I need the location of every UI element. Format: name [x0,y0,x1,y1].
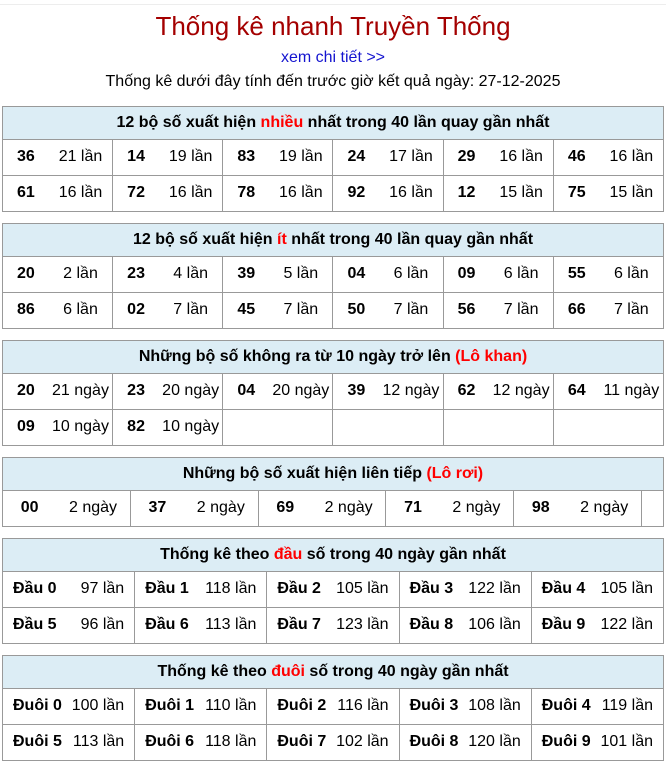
occurrence-count: 122 lần [468,580,521,598]
lotto-number: 46 [567,148,586,166]
occurrence-count: 15 lần [499,184,543,202]
number-cell [399,607,531,643]
number-count-pair [532,616,663,634]
number-cell [113,292,223,328]
number-count-pair [333,148,442,166]
occurrence-count: 7 lần [393,301,429,319]
number-count-pair [3,148,112,166]
lotto-number: 61 [17,184,35,202]
occurrence-count: 2 ngày [196,499,245,517]
occurrence-count: 118 lần [205,580,257,598]
lotto-number: 09 [457,265,476,283]
table-row [3,724,664,760]
header-text: 12 bộ số xuất hiện [116,113,261,131]
occurrence-count: 7 lần [173,301,208,319]
number-cell [553,175,663,211]
number-count-pair [259,499,386,517]
number-count-pair [554,301,663,319]
number-cell [399,724,531,760]
number-count-pair [131,499,258,517]
number-cell [3,292,113,328]
empty-cell [641,490,663,526]
number-count-pair [3,301,112,319]
lotto-number: 83 [237,148,256,166]
lotto-number: 24 [347,148,366,166]
number-count-pair [113,265,222,283]
table-row [3,571,664,607]
occurrence-count: 101 lần [600,733,653,751]
occurrence-count: 96 lần [80,616,125,634]
occurrence-count: 2 ngày [452,499,501,517]
table-row [3,607,664,643]
lotto-number: Đuôi 0 [13,697,62,715]
number-cell [113,256,223,292]
top-divider [0,4,666,5]
lo-roi-table [2,457,664,527]
lotto-number: 00 [20,499,39,517]
lotto-number: Đuôi 4 [541,697,591,715]
lotto-number: 56 [457,301,476,319]
number-cell [3,139,113,175]
number-cell [223,373,333,409]
occurrence-count: 118 lần [205,733,257,751]
number-count-pair [333,301,442,319]
lotto-number: 71 [404,499,422,517]
lotto-number: 29 [457,148,476,166]
occurrence-count: 120 lần [468,733,521,751]
table-row [3,139,664,175]
occurrence-count: 123 lần [336,616,389,634]
number-count-pair [135,697,266,715]
page-title: Thống kê nhanh Truyền Thống [155,11,511,41]
occurrence-count: 16 lần [609,148,654,166]
header-text: Những bộ số xuất hiện liên tiếp [182,464,427,482]
occurrence-count: 100 lần [71,697,125,715]
occurrence-count: 2 lần [63,265,98,283]
occurrence-count: 16 lần [279,184,323,202]
number-cell [135,607,267,643]
header-text: Những bộ số không ra từ 10 ngày trở lên [138,347,456,365]
number-count-pair [3,418,112,436]
lotto-number: Đầu 3 [409,580,454,598]
number-cell [3,571,135,607]
number-cell [553,373,663,409]
lotto-number: Đầu 6 [145,616,189,634]
occurrence-count: 6 lần [613,265,649,283]
number-count-pair [3,265,112,283]
occurrence-count: 7 lần [503,301,539,319]
number-cell [267,724,399,760]
number-count-pair [267,697,398,715]
occurrence-count: 11 ngày [603,382,660,400]
number-cell [113,175,223,211]
occurrence-count: 6 lần [503,265,539,283]
number-count-pair [267,733,398,751]
table-row [3,175,664,211]
lotto-number: 20 [17,382,35,400]
lotto-number: Đầu 1 [145,580,189,598]
header-text: số trong 40 ngày gần nhất [302,545,506,563]
table-row [3,256,664,292]
occurrence-count: 105 lần [336,580,389,598]
number-count-pair [3,733,134,751]
number-cell [258,490,386,526]
number-cell [443,373,553,409]
lotto-number: 23 [127,265,145,283]
occurrence-count: 4 lần [173,265,208,283]
lotto-number: 37 [148,499,167,517]
number-count-pair [444,265,553,283]
number-cell [223,175,333,211]
lotto-number: 66 [567,301,586,319]
number-cell [333,292,443,328]
number-cell [3,256,113,292]
occurrence-count: 2 ngày [580,499,629,517]
lotto-number: Đuôi 9 [541,733,591,751]
number-cell [135,688,267,724]
number-count-pair [267,580,398,598]
occurrence-count: 7 lần [283,301,319,319]
number-cell [3,490,131,526]
occurrence-count: 116 lần [337,697,389,715]
occurrence-count: 2 ngày [324,499,373,517]
lotto-number: 39 [347,382,366,400]
header-keyword: nhiều [260,113,304,131]
header-text: Thống kê theo [160,545,274,563]
number-count-pair [444,148,553,166]
number-cell [3,688,135,724]
number-count-pair [3,499,130,517]
lotto-number: 04 [347,265,366,283]
lotto-number: 64 [567,382,586,400]
number-count-pair [113,418,222,436]
occurrence-count: 105 lần [600,580,653,598]
header-text: nhất trong 40 lần quay gần nhất [303,113,550,131]
header-text: 12 bộ số xuất hiện [132,230,277,248]
lotto-number: Đuôi 7 [277,733,327,751]
number-cell [3,175,113,211]
lotto-number: 62 [457,382,476,400]
number-cell [223,256,333,292]
number-count-pair [3,580,134,598]
number-cell [113,373,223,409]
occurrence-count: 102 lần [336,733,389,751]
number-count-pair [532,580,663,598]
number-count-pair [532,697,663,715]
header-text: nhất trong 40 lần quay gần nhất [286,230,534,248]
lotto-number: 14 [127,148,145,166]
table-row [3,292,664,328]
statistics-date-note: Thống kê dưới đây tính đến trước giờ kết quả ngày: 27-12-2025 [105,72,561,90]
lotto-number: Đuôi 1 [145,697,195,715]
number-count-pair [223,301,332,319]
lotto-number: Đầu 9 [541,616,586,634]
table-row [3,373,664,409]
number-count-pair [135,616,266,634]
lotto-number: 78 [237,184,256,202]
lotto-number: 86 [17,301,35,319]
number-cell [113,139,223,175]
number-cell [514,490,642,526]
view-details-link[interactable]: xem chi tiết >> [280,48,386,66]
lotto-number: Đầu 8 [409,616,454,634]
number-count-pair [400,697,531,715]
number-cell [130,490,258,526]
occurrence-count: 20 ngày [272,382,330,400]
number-count-pair [386,499,513,517]
occurrence-count: 10 ngày [52,418,109,436]
least-frequent-table [2,223,664,329]
number-cell [3,373,113,409]
statistics-tables [0,106,666,761]
header-keyword: đầu [273,545,303,563]
occurrence-count: 19 lần [168,148,213,166]
lotto-number: Đầu 2 [277,580,321,598]
number-cell [531,688,663,724]
number-cell [399,688,531,724]
number-count-pair [532,733,663,751]
number-cell [386,490,514,526]
number-count-pair [554,184,663,202]
table-header [3,538,664,571]
occurrence-count: 113 lần [72,733,125,751]
number-count-pair [400,580,531,598]
occurrence-count: 21 lần [58,148,103,166]
empty-cell [223,409,333,445]
number-cell [443,175,553,211]
occurrence-count: 97 lần [80,580,125,598]
number-count-pair [223,184,332,202]
number-cell [223,292,333,328]
number-count-pair [223,265,332,283]
occurrence-count: 6 lần [63,301,98,319]
lotto-number: 45 [237,301,256,319]
occurrence-count: 119 lần [601,697,653,715]
lotto-number: 50 [347,301,366,319]
number-cell [531,607,663,643]
number-count-pair [333,184,442,202]
number-count-pair [400,616,531,634]
number-count-pair [267,616,398,634]
occurrence-count: 5 lần [283,265,319,283]
number-cell [333,175,443,211]
occurrence-count: 21 ngày [52,382,109,400]
number-count-pair [3,382,112,400]
occurrence-count: 108 lần [468,697,521,715]
number-count-pair [333,265,442,283]
number-count-pair [135,580,266,598]
number-count-pair [554,265,663,283]
lotto-number: 92 [347,184,366,202]
number-cell [553,256,663,292]
number-cell [333,256,443,292]
lotto-number: 98 [531,499,550,517]
occurrence-count: 16 lần [58,184,103,202]
occurrence-count: 6 lần [393,265,429,283]
number-count-pair [113,301,222,319]
lotto-number: Đầu 4 [541,580,586,598]
number-count-pair [444,184,553,202]
lotto-number: 23 [127,382,145,400]
lotto-number: 55 [567,265,586,283]
number-count-pair [113,382,222,400]
lotto-number: 82 [127,418,145,436]
number-cell [443,292,553,328]
occurrence-count: 10 ngày [162,418,220,436]
number-cell [267,688,399,724]
lotto-number: Đuôi 2 [277,697,327,715]
table-row [3,688,664,724]
empty-cell [333,409,443,445]
number-count-pair [444,382,553,400]
number-count-pair [3,697,134,715]
detail-link-row [0,49,666,67]
header-text: số trong 40 ngày gần nhất [304,662,509,680]
number-count-pair [113,184,222,202]
header-keyword: (Lô khan) [455,347,528,365]
number-count-pair [113,148,222,166]
lotto-number: Đuôi 8 [409,733,459,751]
number-cell [135,724,267,760]
lotto-number: Đầu 0 [13,580,57,598]
lotto-number: 69 [276,499,295,517]
occurrence-count: 110 lần [205,697,257,715]
header-text: Thống kê theo [157,662,272,680]
lotto-number: Đầu 5 [13,616,57,634]
lotto-number: 20 [17,265,35,283]
header-keyword: (Lô rơi) [426,464,484,482]
empty-cell [443,409,553,445]
table-row [3,409,664,445]
number-cell [3,724,135,760]
number-cell [443,139,553,175]
number-cell [135,571,267,607]
table-header [3,106,664,139]
number-cell [3,409,113,445]
lotto-number: Đuôi 5 [13,733,62,751]
number-cell [113,409,223,445]
table-row [3,490,664,526]
number-count-pair [554,148,663,166]
number-count-pair [3,616,134,634]
number-count-pair [333,382,442,400]
occurrence-count: 7 lần [613,301,649,319]
number-cell [553,292,663,328]
number-count-pair [3,184,112,202]
lotto-number: 09 [17,418,35,436]
lotto-number: 72 [127,184,145,202]
lo-khan-table [2,340,664,446]
occurrence-count: 122 lần [600,616,653,634]
number-count-pair [514,499,641,517]
lotto-number: 75 [567,184,586,202]
occurrence-count: 15 lần [609,184,654,202]
number-cell [223,139,333,175]
number-cell [531,724,663,760]
table-header [3,340,664,373]
number-cell [3,607,135,643]
occurrence-count: 113 lần [205,616,257,634]
duoi-stats-table [2,655,664,761]
occurrence-count: 19 lần [279,148,323,166]
lotto-number: 02 [127,301,145,319]
lotto-number: Đuôi 6 [145,733,195,751]
header-keyword: ít [277,230,287,248]
occurrence-count: 16 lần [389,184,433,202]
occurrence-count: 106 lần [468,616,521,634]
header-keyword: đuôi [271,662,305,680]
number-count-pair [223,382,332,400]
lotto-number: 12 [457,184,476,202]
number-cell [531,571,663,607]
number-cell [399,571,531,607]
occurrence-count: 16 lần [168,184,213,202]
number-cell [443,256,553,292]
occurrence-count: 20 ngày [162,382,220,400]
table-header [3,223,664,256]
number-count-pair [554,382,663,400]
number-cell [553,139,663,175]
lotto-number: Đuôi 3 [409,697,459,715]
number-count-pair [135,733,266,751]
dau-stats-table [2,538,664,644]
number-cell [333,373,443,409]
occurrence-count: 12 ngày [382,382,440,400]
occurrence-count: 17 lần [389,148,433,166]
number-cell [333,139,443,175]
occurrence-count: 16 lần [499,148,543,166]
occurrence-count: 12 ngày [492,382,550,400]
lotto-number: Đầu 7 [277,616,321,634]
number-cell [267,607,399,643]
lotto-number: 04 [237,382,256,400]
lotto-number: 39 [237,265,256,283]
most-frequent-table [2,106,664,212]
number-count-pair [400,733,531,751]
number-count-pair [223,148,332,166]
empty-cell [553,409,663,445]
number-cell [267,571,399,607]
lotto-number: 36 [17,148,35,166]
table-header [3,457,664,490]
table-header [3,655,664,688]
number-count-pair [444,301,553,319]
occurrence-count: 2 ngày [68,499,118,517]
